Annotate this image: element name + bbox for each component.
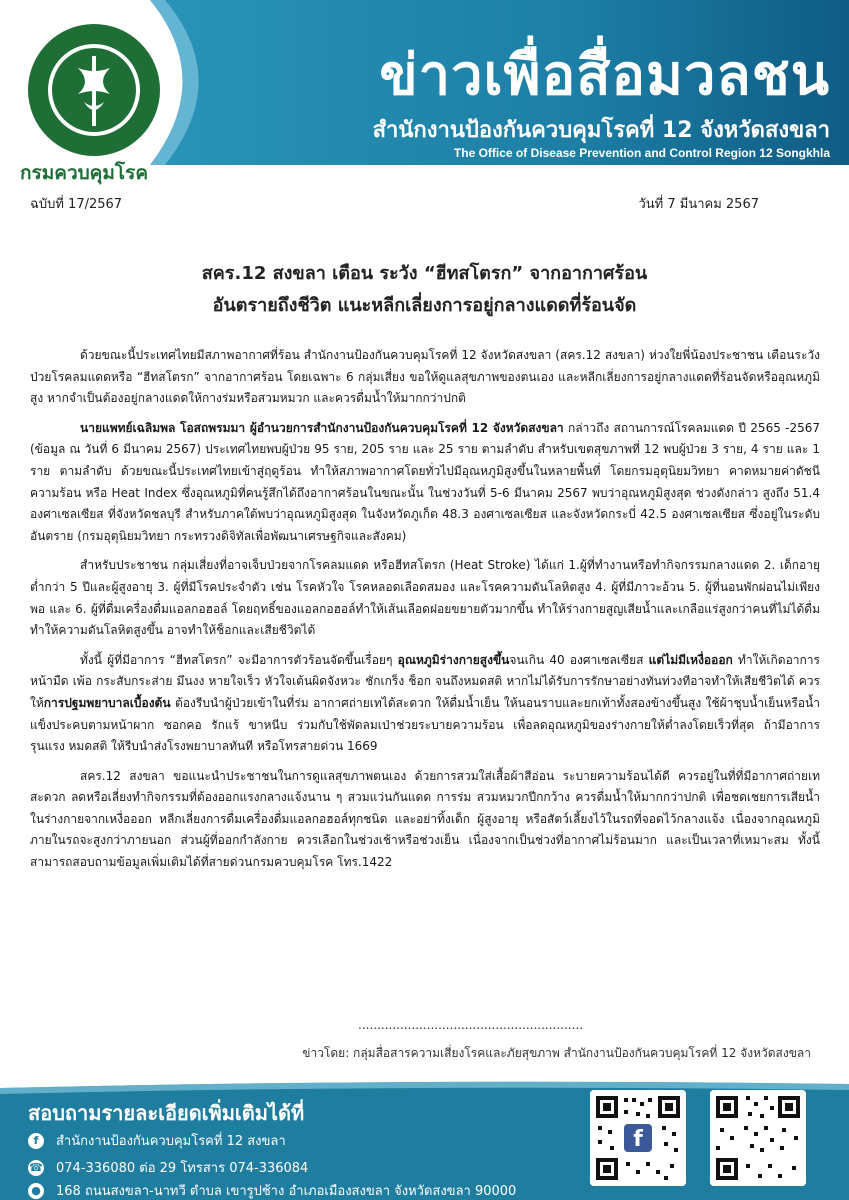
issue-date: วันที่ 7 มีนาคม 2567	[638, 197, 759, 212]
office-name-thai: สำนักงานป้องกันควบคุมโรคที่ 12 จังหวัดสงขลา	[372, 118, 830, 143]
paragraph-1: ด้วยขณะนี้ประเทศไทยมีสภาพอากาศที่ร้อน สำนักงานป้องกันควบคุมโรคที่ 12 จังหวัดสงขลา (สคร.12 สงขลา) ห่วงใยพี่น้องประชาชน เตือนระวังป่วยโรคลมแดดหรือ “ฮีทสโตรก” จากอากาศร้อน โดยเฉพาะ 6 กลุ่มเสี่ยง ขอให้ดูแลสุขภาพของตนเอง และหลีกเลี่ยงการอยู่กลางแดดที่ร้อนจัดหรืออุณหภูมิสูง หากจำเป็นต้องอยู่กลางแดดให้กางร่มหรือสวมหมวก และควรดื่มน้ำให้มากกว่าปกติ	[30, 348, 820, 406]
article-body	[30, 345, 820, 882]
address: 168 ถนนสงขลา-นาทวี ตำบล เขารูปช้าง อำเภอเมืองสงขลา จังหวัดสงขลา 90000	[56, 1184, 517, 1199]
location-icon: ●	[28, 1183, 44, 1199]
paragraph-2-text: กล่าวถึง สถานการณ์โรคลมแดด ปี 2565 -2567 (ข้อมูล ณ วันที่ 6 มีนาคม 2567) ประเทศไทยพบผู้ป่วย 95 ราย, 205 ราย และ 25 ราย ตามลำดับ สำหรับเขตสุขภาพที่ 12 พบผู้ป่วย 3 ราย, 4 ราย และ 1 ราย ตามลำดับ ด้วยขณะนี้ประเทศไทยเข้าสู่ฤดูร้อน ทำให้สภาพอากาศโดยทั่วไปมีอุณหภูมิสูงขึ้นในหลายพื้นที่ โดยกรมอุตุนิยมวิทยา คาดหมายค่าดัชนีความร้อน หรือ Heat Index ซึ่งอุณหภูมิที่คนรู้สึกได้ถึงอากาศร้อนในขณะนั้น ในช่วงวันที่ 5-6 มีนาคม 2567 พบว่าอุณหภูมิสูงสุด ช่วงดังกล่าว สูงถึง 51.4 องศาเซลเซียส ที่จังหวัดชลบุรี สำหรับภาคใต้พบว่าอุณหภูมิสูงสุด ในจังหวัดภูเก็ต 48.3 องศาเซลเซียส และจังหวัดกระบี่ 42.5 องศาเซลเซียส ซึ่งอยู่ในระดับอันตราย (กรมอุตุนิยมวิทยา กระทรวงดิจิทัลเพื่อพัฒนาเศรษฐกิจและสังคม)	[30, 420, 820, 543]
qr-code-line-icon[interactable]	[710, 1090, 806, 1186]
office-name-english: The Office of Disease Prevention and Control Region 12 Songkhla	[453, 146, 830, 160]
p4-part-e: ทำให้เกิดอาการหน้ามืด เพ้อ กระสับกระส่าย มึนงง หายใจเร็ว หัวใจเต้นผิดจังหวะ ชักเกร็ง ช็อก จนถึงหมดสติ หากไม่ได้รับการรักษาอย่างทันท่วงทีอาจทำให้เสียชีวิตได้ ควรให้	[30, 652, 820, 710]
department-name: กรมควบคุมโรค	[20, 162, 149, 184]
paragraph-3: สำหรับประชาชน กลุ่มเสี่ยงที่อาจเจ็บป่วยจากโรคลมแดด หรือฮีทสโตรก (Heat Stroke) ได้แก่ 1.ผู้ที่ทำงานหรือทำกิจกรรมกลางแดด 2. เด็กอายุต่ำกว่า 5 ปีและผู้สูงอายุ 3. ผู้ที่มีโรคประจำตัว เช่น โรคหัวใจ โรคหลอดเลือดสมอง และโรคความดันโลหิตสูง 4. ผู้ที่มีภาวะอ้วน 5. ผู้ที่นอนพักผ่อนไม่เพียงพอ และ 6. ผู้ที่ดื่มเครื่องดื่มแอลกอฮอล์ โดยฤทธิ์ของแอลกอฮอล์ทำให้เส้นเลือดฝอยขยายตัวมากขึ้น ทำให้ร่างกายสูญเสียน้ำและเกลือแร่สูงกว่าคนที่ไม่ได้ดื่ม ทำให้ความดันโลหิตสูงขึ้น อาจทำให้ช็อกและเสียชีวิตได้	[30, 558, 820, 638]
p4-part-c: จนเกิน 40 องศาเซลเซียส	[509, 652, 649, 667]
facebook-page[interactable]: สำนักงานป้องกันควบคุมโรคที่ 12 สงขลา	[56, 1134, 286, 1149]
svg-text:f: f	[633, 1127, 643, 1152]
issue-number: ฉบับที่ 17/2567	[30, 197, 123, 212]
p4-part-a: ทั้งนี้ ผู้ที่มีอาการ “ฮีทสโตรก” จะมีอาการตัวร้อนจัดขึ้นเรื่อยๆ	[80, 652, 398, 667]
phone-icon: ☎	[29, 1161, 43, 1174]
facebook-icon: f	[28, 1133, 44, 1149]
paragraph-2	[30, 418, 820, 548]
byline: ข่าวโดย: กลุ่มสื่อสารความเสี่ยงโรคและภัยสุขภาพ สำนักงานป้องกันควบคุมโรคที่ 12 จังหวัดสงขลา	[302, 1046, 811, 1060]
paragraph-5: สคร.12 สงขลา ขอแนะนำประชาชนในการดูแลสุขภาพตนเอง ด้วยการสวมใส่เสื้อผ้าสีอ่อน ระบายความร้อนได้ดี ควรอยู่ในที่ที่มีอากาศถ่ายเทสะดวก ลดหรือเลี่ยงทำกิจกรรมที่ต้องออกแรงกลางแจ้งนาน ๆ สวมแว่นกันแดด การร่ม สวมหมวกปีกกว้าง ควรดื่มน้ำให้มากกว่าปกติ เพื่อชดเชยการเสียน้ำในร่างกายจากเหงื่อออก หลีกเลี่ยงการดื่มเครื่องดื่มแอลกอฮอล์ทุกชนิด และอย่าทิ้งเด็ก ผู้สูงอายุ หรือสัตว์เลี้ยงไว้ในรถที่จอดไว้กลางแจ้ง เนื่องจากอุณหภูมิภายในรถจะสูงกว่าภายนอก ส่วนผู้ที่ออกกำลังกาย ควรเลือกในช่วงเช้าหรือช่วงเย็น เนื่องจากเป็นช่วงที่อากาศไม่ร้อนมาก และเป็นเวลาที่เหมาะสม ทั้งนี้ สามารถสอบถามข้อมูลเพิ่มเติมได้ที่สายด่วนกรมควบคุมโรค โทร.1422	[30, 768, 821, 870]
p4-part-g: ต้องรีบนำผู้ป่วยเข้าในที่ร่ม อากาศถ่ายเทได้สะดวก ให้ดื่มน้ำเย็น ให้นอนราบและยกเท้าทั้งสองข้างขึ้นสูง ใช้ผ้าชุบน้ำเย็นหรือน้ำแข็งประคบตามหน้าผาก ซอกคอ รักแร้ ขาหนีบ ร่วมกับใช้พัดลมเป่าช่วยระบายความร้อน เพื่อลดอุณหภูมิของร่างกายให้ต่ำลงโดยเร็วที่สุด ถ้ามีอาการรุนแรง หมดสติ ให้รีบนำส่งโรงพยาบาลทันที หรือโทรสายด่วน 1669	[30, 695, 820, 754]
footer-facebook-row[interactable]	[28, 1130, 286, 1151]
headline-line-2: อันตรายถึงชีวิต แนะหลีกเลี่ยงการอยู่กลางแดดที่ร้อนจัด	[212, 295, 637, 316]
masthead-title: ข่าวเพื่อสื่อมวลชน	[379, 43, 830, 108]
phone-number: 074-336080 ต่อ 29 โทรสาร 074-336084	[56, 1161, 309, 1176]
qr-code-facebook-icon[interactable]	[590, 1090, 686, 1186]
footer-address-row	[28, 1180, 516, 1200]
p4-bold-firstaid: การปฐมพยาบาลเบื้องต้น	[43, 695, 171, 710]
p4-bold-sweat: แต่ไม่มีเหงื่อออก	[648, 652, 733, 667]
footer-title: สอบถามรายละเอียดเพิ่มเติมได้ที่	[28, 1101, 305, 1125]
p4-bold-temp: อุณหภูมิร่างกายสูงขึ้น	[397, 652, 510, 667]
director-name: นายแพทย์เฉลิมพล โอสถพรมมา ผู้อำนวยการสำนักงานป้องกันควบคุมโรคที่ 12 จังหวัดสงขลา	[80, 420, 564, 435]
headline-line-1: สคร.12 สงขลา เตือน ระวัง “ฮีทสโตรก” จากอากาศร้อน	[201, 263, 648, 284]
ministry-logo-icon	[26, 22, 162, 158]
header	[0, 0, 849, 195]
paragraph-4	[30, 650, 820, 758]
footer-phone-row	[28, 1157, 308, 1178]
logo-area	[18, 8, 173, 188]
separator-line: ...........................................................	[358, 1018, 584, 1032]
